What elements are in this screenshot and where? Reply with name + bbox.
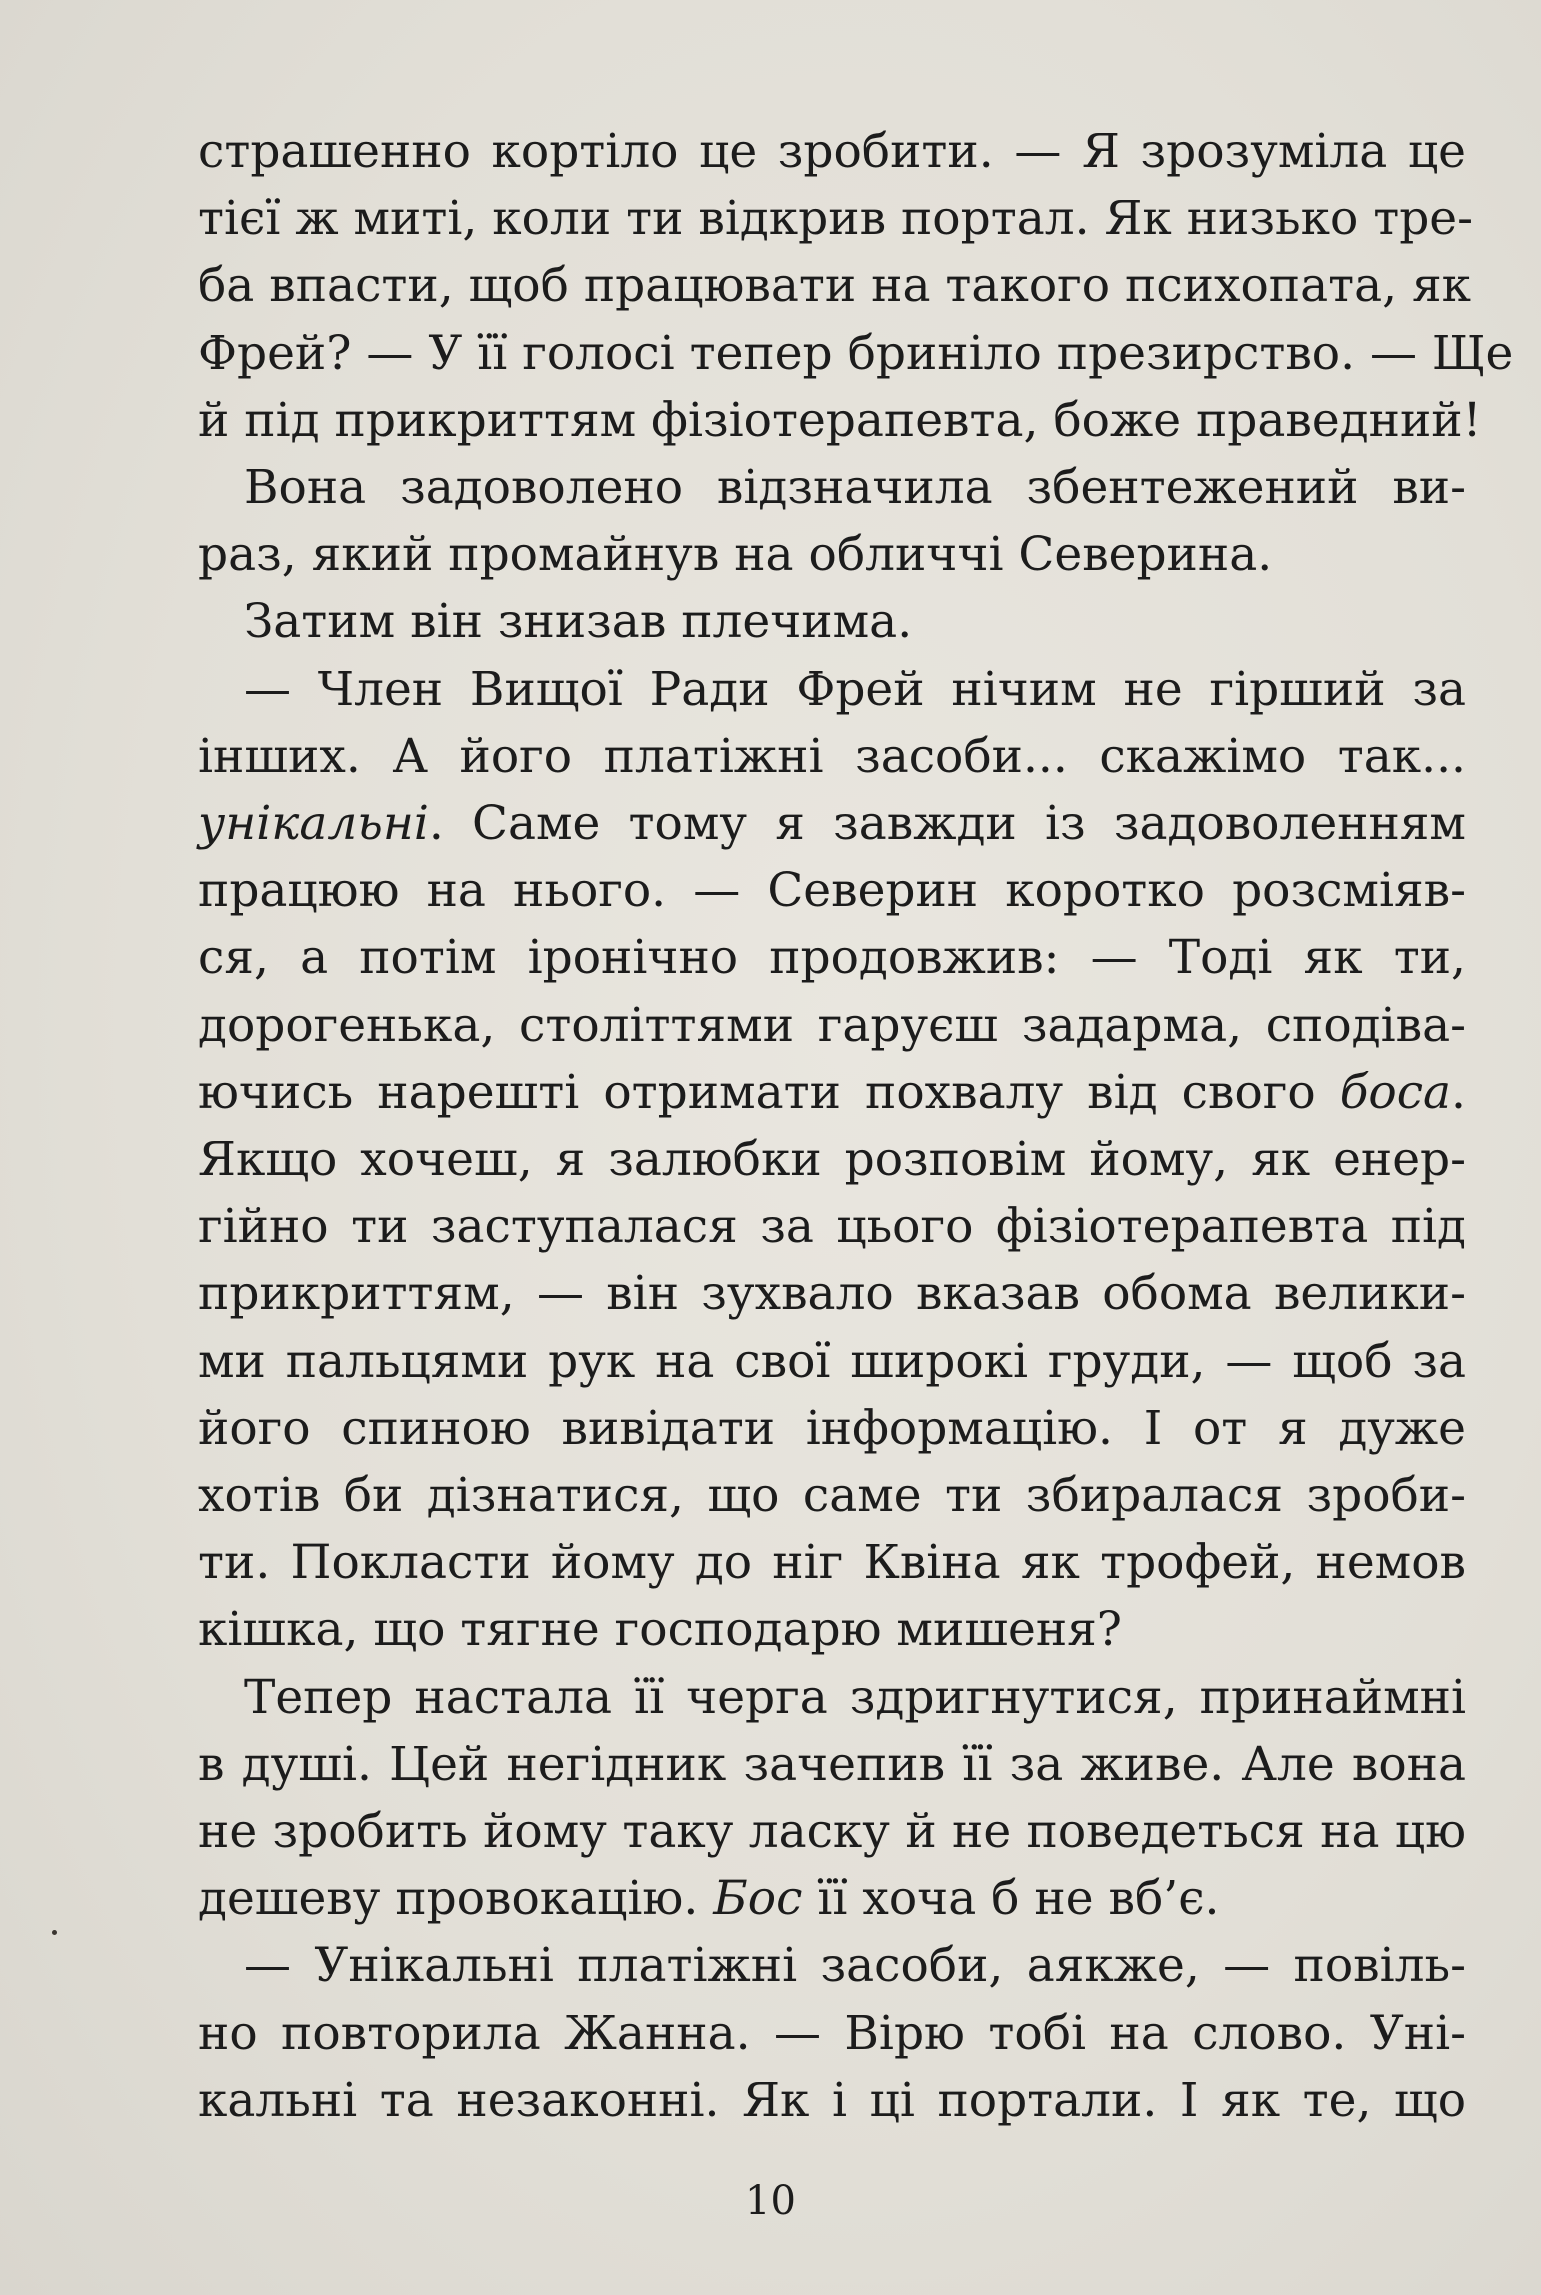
page-number: 10 <box>745 2178 796 2224</box>
text-run: Тепер настала її черга здригнутися, принаймні <box>244 1669 1466 1725</box>
text-line <box>198 1328 1466 1395</box>
text-line <box>198 1395 1466 1462</box>
text-line <box>198 320 1514 387</box>
text-line <box>198 387 1482 454</box>
paragraph <box>198 588 1466 655</box>
text-run: хотів би дізнатися, що саме ти збиралася зроби- <box>198 1468 1466 1524</box>
text-line <box>198 1059 1466 1126</box>
text-line <box>198 2067 1466 2134</box>
text-line <box>198 185 1473 252</box>
text-run: прикриттям, — він зухвало вказав обома велики- <box>198 1266 1466 1322</box>
text-run: ми пальцями рук на свої широкі груди, — щоб за <box>198 1333 1466 1389</box>
text-run: Вона задоволено відзначила збентежений ви- <box>244 460 1466 516</box>
text-line <box>198 1462 1466 1529</box>
text-run: в душі. Цей негідник зачепив її за живе. Але вона <box>198 1736 1466 1792</box>
text-line <box>198 2000 1466 2067</box>
text-line <box>198 924 1466 991</box>
text-line <box>198 1596 1466 1663</box>
paragraph <box>198 118 1514 454</box>
text-line <box>198 454 1466 521</box>
text-run: ба впасти, щоб працювати на такого психопата, як <box>198 258 1472 314</box>
text-run: його спиною вивідати інформацію. І от я дуже <box>198 1400 1466 1456</box>
text-run: раз, який промайнув на обличчі Северина. <box>198 527 1273 583</box>
text-line <box>198 723 1466 790</box>
paragraph <box>198 1664 1466 1933</box>
text-line <box>198 1664 1466 1731</box>
page-speck <box>52 1930 57 1935</box>
paragraph <box>198 454 1466 588</box>
text-run: тієї ж миті, коли ти відкрив портал. Як низько тре- <box>198 191 1473 247</box>
italic-text: боса <box>1339 1064 1452 1120</box>
text-line <box>198 656 1466 723</box>
text-run: гійно ти заступалася за цього фізіотерапевта під <box>198 1199 1466 1255</box>
text-run: Якщо хочеш, я залюбки розповім йому, як енер- <box>198 1132 1466 1188</box>
text-run: не зробить йому таку ласку й не поведеться на цю <box>198 1804 1466 1860</box>
text-run: . <box>1451 1064 1466 1120</box>
text-run: — Унікальні платіжні засоби, аякже, — повіль- <box>244 1938 1466 1994</box>
text-line <box>198 521 1466 588</box>
text-run: дешеву провокацію. <box>198 1871 714 1927</box>
body-text <box>198 118 1514 2134</box>
text-line <box>198 857 1466 924</box>
text-line <box>198 252 1472 319</box>
text-line <box>198 992 1466 1059</box>
text-run: ся, а потім іронічно продовжив: — Тоді як ти, <box>198 930 1466 986</box>
text-run: інших. А його платіжні засоби... скажімо так... <box>198 728 1466 784</box>
text-run: кальні та незаконні. Як і ці портали. І як те, що <box>198 2072 1466 2128</box>
text-run: дорогенька, століттями гаруєш задарма, сподіва- <box>198 997 1466 1053</box>
text-line <box>198 1260 1466 1327</box>
text-line <box>198 1731 1466 1798</box>
text-run: й під прикриттям фізіотерапевта, боже праведний! <box>198 392 1482 448</box>
text-line <box>198 1529 1466 1596</box>
text-line <box>198 1798 1466 1865</box>
paragraph <box>198 1932 1466 2134</box>
text-run: кішка, що тягне господарю мишеня? <box>198 1602 1123 1658</box>
text-line <box>198 588 1466 655</box>
text-line <box>198 118 1466 185</box>
text-line <box>198 1865 1466 1932</box>
text-run: . Саме тому я завжди із задоволенням <box>428 796 1466 852</box>
text-run: — Член Вищої Ради Фрей нічим не гірший за <box>244 661 1466 717</box>
text-run: но повторила Жанна. — Вірю тобі на слово. Уні- <box>198 2005 1466 2061</box>
italic-text: Бос <box>713 1871 803 1927</box>
text-run: Фрей? — У її голосі тепер бриніло презирство. — Ще <box>198 325 1514 381</box>
text-line <box>198 790 1466 857</box>
paragraph <box>198 656 1466 1664</box>
text-run: ти. Покласти йому до ніг Квіна як трофей, немов <box>198 1535 1466 1591</box>
text-run: працюю на нього. — Северин коротко розсміяв- <box>198 863 1466 919</box>
text-run: ючись нарешті отримати похвалу від свого <box>198 1064 1340 1120</box>
text-run: страшенно кортіло це зробити. — Я зрозуміла це <box>198 124 1466 179</box>
text-line <box>198 1193 1466 1260</box>
text-line <box>198 1126 1466 1193</box>
italic-text: унікальні <box>198 796 429 852</box>
text-run: Затим він знизав плечима. <box>244 594 913 650</box>
text-run: її хоча б не вб’є. <box>802 1871 1220 1927</box>
text-line <box>198 1932 1466 1999</box>
